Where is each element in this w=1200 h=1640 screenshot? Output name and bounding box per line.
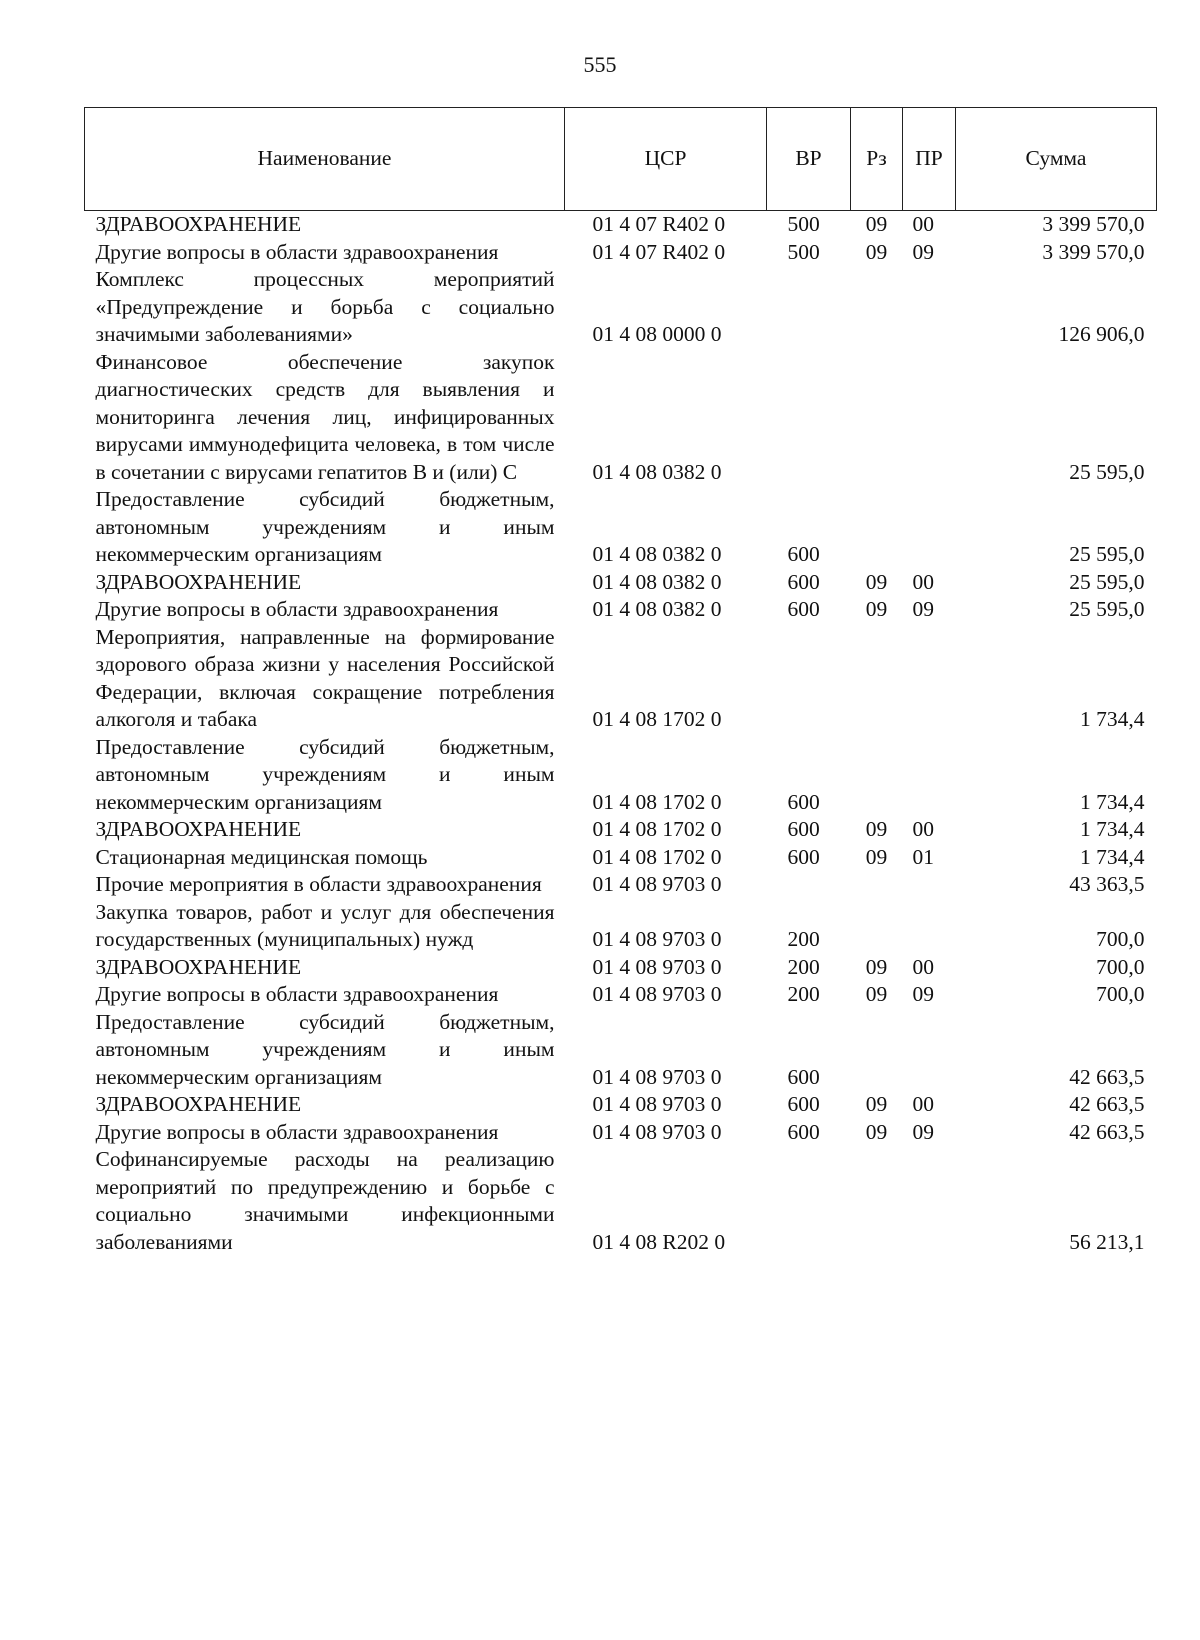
row-rz-code: 09 bbox=[865, 844, 888, 869]
row-name: Предоставление субсидий бюджетным, автономным учреждениям и иным некоммерческим организациям bbox=[95, 487, 555, 566]
row-pr-code: 09 bbox=[912, 1119, 934, 1144]
row-vr-code: 600 bbox=[787, 817, 820, 841]
row-csr-code: 01 4 08 0382 0 bbox=[592, 459, 722, 484]
header-rz: Рз bbox=[851, 108, 903, 211]
row-pr-code bbox=[903, 1009, 956, 1092]
row-csr-code: 01 4 08 9703 0 bbox=[592, 954, 722, 979]
row-sum: 1 734,4 bbox=[1080, 844, 1145, 869]
row-vr-code bbox=[767, 349, 851, 487]
row-sum: 42 663,5 bbox=[1069, 1119, 1145, 1144]
row-vr-code: 200 bbox=[787, 982, 820, 1006]
row-vr-code: 200 bbox=[787, 927, 820, 951]
header-row bbox=[85, 108, 1157, 211]
row-csr-code: 01 4 08 0382 0 bbox=[592, 569, 722, 594]
row-name: Другие вопросы в области здравоохранения bbox=[95, 982, 499, 1006]
table-row bbox=[85, 816, 1157, 844]
row-name: Другие вопросы в области здравоохранения bbox=[95, 1119, 499, 1144]
row-rz-code: 09 bbox=[865, 597, 888, 621]
header-csr: ЦСР bbox=[565, 108, 767, 211]
row-name: ЗДРАВООХРАНЕНИЕ bbox=[95, 569, 302, 594]
row-name: Предоставление субсидий бюджетным, автономным учреждениям и иным некоммерческим организациям bbox=[95, 1009, 555, 1089]
row-csr-code: 01 4 08 9703 0 bbox=[592, 1064, 722, 1089]
row-sum: 42 663,5 bbox=[1069, 1092, 1145, 1116]
row-rz-code bbox=[851, 871, 903, 899]
row-vr-code bbox=[767, 624, 851, 734]
row-rz-code bbox=[851, 349, 903, 487]
row-rz-code: 09 bbox=[865, 1119, 888, 1144]
row-csr-code: 01 4 07 R402 0 bbox=[592, 212, 726, 236]
table-row bbox=[85, 1119, 1157, 1147]
row-csr-code: 01 4 08 0000 0 bbox=[592, 322, 722, 346]
table-row bbox=[85, 1009, 1157, 1092]
row-name: Стационарная медицинская помощь bbox=[95, 844, 428, 869]
row-sum: 126 906,0 bbox=[1058, 322, 1145, 346]
row-vr-code: 600 bbox=[787, 1119, 820, 1144]
row-vr-code: 600 bbox=[787, 844, 820, 869]
row-sum: 3 399 570,0 bbox=[1042, 239, 1145, 264]
row-name: ЗДРАВООХРАНЕНИЕ bbox=[95, 817, 302, 841]
page-number: 555 bbox=[583, 52, 617, 77]
row-pr-code: 00 bbox=[912, 212, 934, 236]
table-row bbox=[85, 844, 1157, 872]
row-pr-code: 09 bbox=[912, 239, 934, 264]
row-rz-code: 09 bbox=[865, 954, 888, 979]
row-pr-code bbox=[903, 899, 956, 954]
row-rz-code bbox=[851, 1009, 903, 1092]
row-name: Предоставление субсидий бюджетным, автономным учреждениям и иным некоммерческим организациям bbox=[95, 734, 555, 814]
table-row bbox=[85, 1091, 1157, 1119]
table-header bbox=[85, 108, 1157, 211]
row-sum: 42 663,5 bbox=[1069, 1064, 1145, 1089]
row-vr-code: 600 bbox=[787, 1064, 820, 1089]
row-rz-code: 09 bbox=[865, 1092, 888, 1116]
row-csr-code: 01 4 08 0382 0 bbox=[592, 597, 722, 621]
row-vr-code: 600 bbox=[787, 789, 820, 814]
row-csr-code: 01 4 08 1702 0 bbox=[592, 817, 722, 841]
table-row bbox=[85, 734, 1157, 817]
row-sum: 700,0 bbox=[1096, 927, 1145, 951]
row-sum: 25 595,0 bbox=[1069, 597, 1145, 621]
row-csr-code: 01 4 08 9703 0 bbox=[592, 982, 722, 1006]
row-pr-code bbox=[903, 349, 956, 487]
row-pr-code: 00 bbox=[912, 817, 934, 841]
table-body bbox=[85, 211, 1157, 1257]
row-name: Другие вопросы в области здравоохранения bbox=[95, 597, 499, 621]
row-pr-code: 00 bbox=[912, 569, 934, 594]
row-vr-code: 200 bbox=[787, 954, 820, 979]
row-pr-code bbox=[903, 1146, 956, 1256]
row-name: Мероприятия, направленные на формирование здорового образа жизни у населения Российской Федерации, включая сокращение потребления алкоголя и табака bbox=[95, 624, 555, 731]
row-name: ЗДРАВООХРАНЕНИЕ bbox=[95, 1092, 302, 1116]
row-name: Прочие мероприятия в области здравоохранения bbox=[95, 872, 542, 896]
row-vr-code: 500 bbox=[787, 239, 820, 264]
row-name: ЗДРАВООХРАНЕНИЕ bbox=[95, 212, 302, 236]
budget-table bbox=[84, 107, 1157, 1256]
header-sum: Сумма bbox=[956, 108, 1157, 211]
header-vr: ВР bbox=[767, 108, 851, 211]
row-pr-code bbox=[903, 871, 956, 899]
row-pr-code bbox=[903, 486, 956, 569]
row-name: Закупка товаров, работ и услуг для обеспечения государственных (муниципальных) нужд bbox=[95, 899, 555, 951]
row-pr-code: 09 bbox=[912, 982, 934, 1006]
table-row bbox=[85, 954, 1157, 982]
row-sum: 1 734,4 bbox=[1080, 789, 1145, 814]
row-vr-code bbox=[767, 1146, 851, 1256]
table-row bbox=[85, 486, 1157, 569]
row-rz-code: 09 bbox=[865, 569, 888, 594]
row-vr-code: 600 bbox=[787, 542, 820, 566]
table-row bbox=[85, 569, 1157, 597]
row-name: Софинансируемые расходы на реализацию мероприятий по предупреждению и борьбе с социально значимыми инфекционными заболеваниями bbox=[95, 1147, 555, 1254]
row-vr-code bbox=[767, 871, 851, 899]
header-pr: ПР bbox=[903, 108, 956, 211]
table-row bbox=[85, 596, 1157, 624]
table-row bbox=[85, 239, 1157, 267]
row-rz-code bbox=[851, 1146, 903, 1256]
row-name: Другие вопросы в области здравоохранения bbox=[95, 239, 499, 264]
row-vr-code: 600 bbox=[787, 597, 820, 621]
row-pr-code bbox=[903, 266, 956, 349]
row-sum: 56 213,1 bbox=[1069, 1229, 1145, 1254]
row-sum: 25 595,0 bbox=[1069, 459, 1145, 484]
row-csr-code: 01 4 08 R202 0 bbox=[592, 1229, 726, 1254]
row-pr-code: 09 bbox=[912, 597, 934, 621]
table-row bbox=[85, 211, 1157, 239]
row-rz-code bbox=[851, 899, 903, 954]
row-vr-code: 600 bbox=[787, 1092, 820, 1116]
row-name: ЗДРАВООХРАНЕНИЕ bbox=[95, 954, 302, 979]
row-rz-code: 09 bbox=[865, 239, 888, 264]
row-vr-code: 500 bbox=[787, 212, 820, 236]
table-row bbox=[85, 981, 1157, 1009]
row-csr-code: 01 4 08 9703 0 bbox=[592, 1119, 722, 1144]
row-csr-code: 01 4 08 1702 0 bbox=[592, 844, 722, 869]
header-name: Наименование bbox=[85, 108, 565, 211]
row-rz-code bbox=[851, 624, 903, 734]
row-rz-code bbox=[851, 266, 903, 349]
row-name: Финансовое обеспечение закупок диагностических средств для выявления и мониторинга лечения лиц, инфицированных вирусами иммунодефицита человека, в том числе в сочетании с вирусами гепатитов В и (или) С bbox=[95, 349, 555, 484]
row-csr-code: 01 4 08 9703 0 bbox=[592, 927, 722, 951]
row-rz-code bbox=[851, 734, 903, 817]
row-name: Комплекс процессных мероприятий «Предупреждение и борьба с социально значимыми заболеваниями» bbox=[95, 267, 555, 346]
table-row bbox=[85, 266, 1157, 349]
row-csr-code: 01 4 08 1702 0 bbox=[592, 707, 722, 731]
row-csr-code: 01 4 08 9703 0 bbox=[592, 872, 722, 896]
row-sum: 25 595,0 bbox=[1069, 542, 1145, 566]
row-csr-code: 01 4 08 9703 0 bbox=[592, 1092, 722, 1116]
row-csr-code: 01 4 07 R402 0 bbox=[592, 239, 726, 264]
table-row bbox=[85, 1146, 1157, 1256]
table-row bbox=[85, 871, 1157, 899]
table-row bbox=[85, 624, 1157, 734]
row-rz-code: 09 bbox=[865, 212, 888, 236]
row-csr-code: 01 4 08 0382 0 bbox=[592, 542, 722, 566]
row-pr-code: 01 bbox=[912, 844, 934, 869]
row-pr-code bbox=[903, 734, 956, 817]
row-sum: 43 363,5 bbox=[1069, 872, 1145, 896]
row-rz-code bbox=[851, 486, 903, 569]
row-sum: 1 734,4 bbox=[1080, 817, 1145, 841]
row-rz-code: 09 bbox=[865, 982, 888, 1006]
row-sum: 1 734,4 bbox=[1080, 707, 1145, 731]
row-sum: 700,0 bbox=[1096, 982, 1145, 1006]
row-pr-code bbox=[903, 624, 956, 734]
row-pr-code: 00 bbox=[912, 1092, 934, 1116]
row-vr-code bbox=[767, 266, 851, 349]
row-sum: 25 595,0 bbox=[1069, 569, 1145, 594]
row-csr-code: 01 4 08 1702 0 bbox=[592, 789, 722, 814]
row-sum: 3 399 570,0 bbox=[1042, 212, 1145, 236]
table-row bbox=[85, 899, 1157, 954]
row-vr-code: 600 bbox=[787, 569, 820, 594]
row-rz-code: 09 bbox=[865, 817, 888, 841]
row-sum: 700,0 bbox=[1096, 954, 1145, 979]
table-row bbox=[85, 349, 1157, 487]
row-pr-code: 00 bbox=[912, 954, 934, 979]
